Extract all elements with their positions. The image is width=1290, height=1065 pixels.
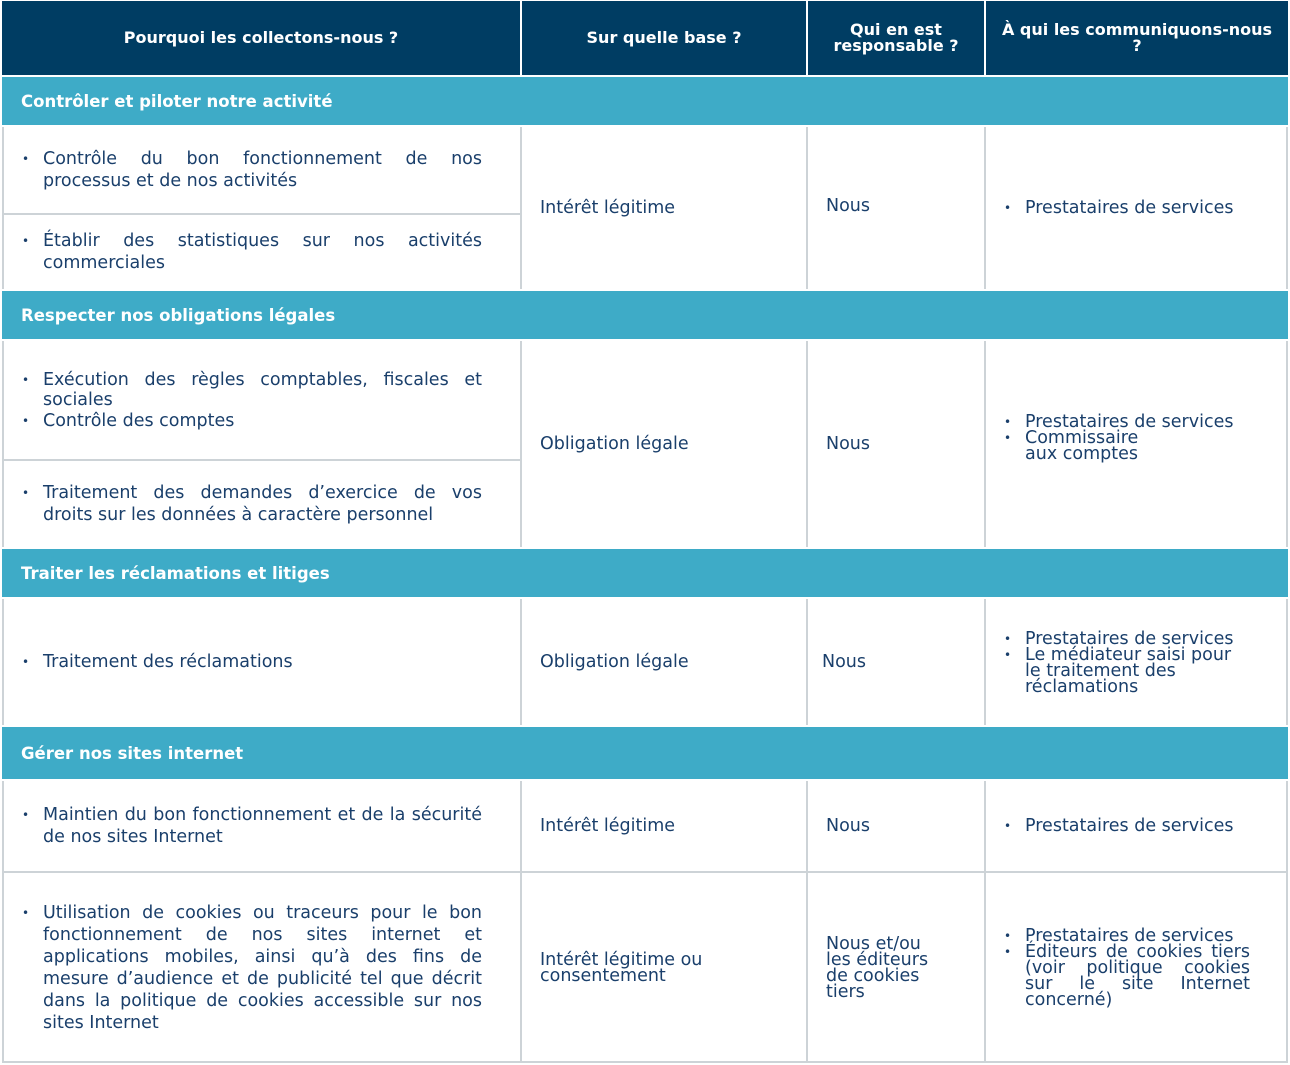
recipient-item: • Prestataires de services [1004, 928, 1250, 944]
purpose-item: • Exécution des règles comptables, fiscales et sociales [22, 370, 482, 410]
table-right-border [1286, 341, 1288, 547]
purpose-item: • Traitement des réclamations [22, 651, 482, 673]
header-basis: Sur quelle base ? [522, 1, 806, 75]
column-divider [984, 781, 986, 1063]
purpose-item: • Traitement des demandes d’exercice de vos droits sur les données à caractère personnel [22, 482, 482, 526]
basis-cell: Intérêt légitime [540, 816, 676, 836]
purpose-cell [2, 599, 520, 725]
purpose-cell [2, 873, 520, 1063]
table-right-border [1286, 781, 1288, 1063]
responsible-cell: Nous et/ou les éditeurs de cookies tiers [826, 934, 929, 1002]
purpose-item: • Établir des statistiques sur nos activités commerciales [22, 230, 482, 274]
column-divider [984, 127, 986, 289]
recipient-item: • Le médiateur saisi pour le traitement des réclamations [1004, 647, 1250, 695]
column-divider [520, 341, 522, 547]
basis-cell: Obligation légale [540, 434, 689, 454]
column-divider [806, 599, 808, 725]
recipients-cell [986, 873, 1288, 1063]
table-left-border [2, 599, 4, 725]
column-divider [520, 599, 522, 725]
recipient-item: • Commissaire aux comptes [1004, 430, 1250, 462]
section-title: Traiter les réclamations et litiges [2, 549, 1288, 597]
column-divider [520, 781, 522, 1063]
purpose-cell [2, 461, 520, 547]
column-divider [806, 341, 808, 547]
row-divider [2, 871, 1288, 873]
column-divider [984, 599, 986, 725]
column-divider [520, 127, 522, 289]
purpose-item: • Contrôle du bon fonctionnement de nos processus et de nos activités [22, 148, 482, 192]
purpose-item: • Utilisation de cookies ou traceurs pour le bon fonctionnement de nos sites internet et applications mobiles, ainsi qu’à des fins de mesure d’audience et de publicité tel que décrit dans la politique de cookies accessible sur nos sites Internet [22, 902, 482, 1034]
header-purpose: Pourquoi les collectons-nous ? [2, 1, 520, 75]
purpose-item: • Contrôle des comptes [22, 410, 482, 432]
purpose-cell [2, 215, 520, 289]
responsible-cell [808, 127, 984, 289]
column-divider [984, 341, 986, 547]
section-title: Contrôler et piloter notre activité [2, 77, 1288, 125]
recipient-item: • Prestataires de services [1004, 631, 1250, 647]
table-left-border [2, 341, 4, 547]
table-right-border [1286, 127, 1288, 289]
responsible-cell: Nous [826, 816, 871, 836]
purpose-cell [2, 341, 520, 459]
recipients-cell [986, 127, 1288, 289]
table-right-border [1286, 599, 1288, 725]
row-divider [2, 459, 520, 461]
table-left-border [2, 127, 4, 289]
purpose-cell [2, 127, 520, 213]
section-title: Gérer nos sites internet [2, 727, 1288, 779]
row-divider [2, 213, 520, 215]
table-left-border [2, 781, 4, 1063]
recipient-item: • Prestataires de services [1004, 414, 1250, 430]
recipient-item: • Prestataires de services [1004, 197, 1250, 219]
purpose-item: • Maintien du bon fonctionnement et de la sécurité de nos sites Internet [22, 804, 482, 848]
recipients-cell [986, 599, 1288, 725]
section-title: Respecter nos obligations légales [2, 291, 1288, 339]
table-bottom-border [2, 1061, 1288, 1063]
column-divider [806, 781, 808, 1063]
basis-cell: Intérêt légitime [540, 198, 676, 218]
responsible-value: Nous [826, 196, 871, 216]
recipient-item: • Prestataires de services [1004, 815, 1250, 837]
header-recipients: À qui les communiquons-nous ? [986, 1, 1288, 75]
purpose-cell [2, 781, 520, 871]
responsible-cell: Nous [822, 652, 867, 672]
recipients-cell [986, 341, 1288, 547]
basis-cell: Obligation légale [540, 652, 689, 672]
column-divider [806, 127, 808, 289]
recipient-item: • Éditeurs de cookies tiers (voir politique cookies sur le site Internet concerné) [1004, 944, 1250, 1008]
data-processing-table [2, 1, 1288, 1063]
responsible-cell: Nous [826, 434, 871, 454]
basis-cell: Intérêt légitime ou consentement [540, 950, 703, 986]
recipients-cell [986, 781, 1288, 871]
header-responsible: Qui en est responsable ? [808, 1, 984, 75]
